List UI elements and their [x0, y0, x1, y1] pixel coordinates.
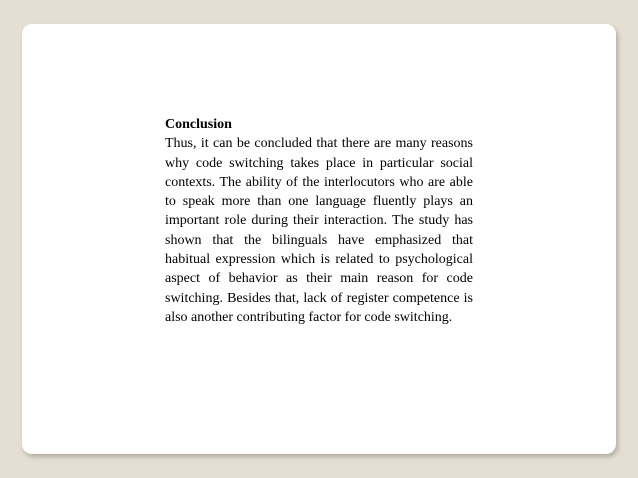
- conclusion-paragraph: Thus, it can be concluded that there are many reasons why code switching takes place in particular social contexts. The ability of the interlocutors who are able to speak more than one language fluently plays an important role during their interaction. The study has shown that the bilinguals have emphasized that habitual expression which is related to psychological aspect of behavior as their main reason for code switching. Besides that, lack of register competence is also another contributing factor for code switching.: [165, 136, 473, 325]
- section-heading: Conclusion: [165, 117, 232, 132]
- slide-card: [22, 24, 616, 454]
- slide-content: [165, 115, 473, 327]
